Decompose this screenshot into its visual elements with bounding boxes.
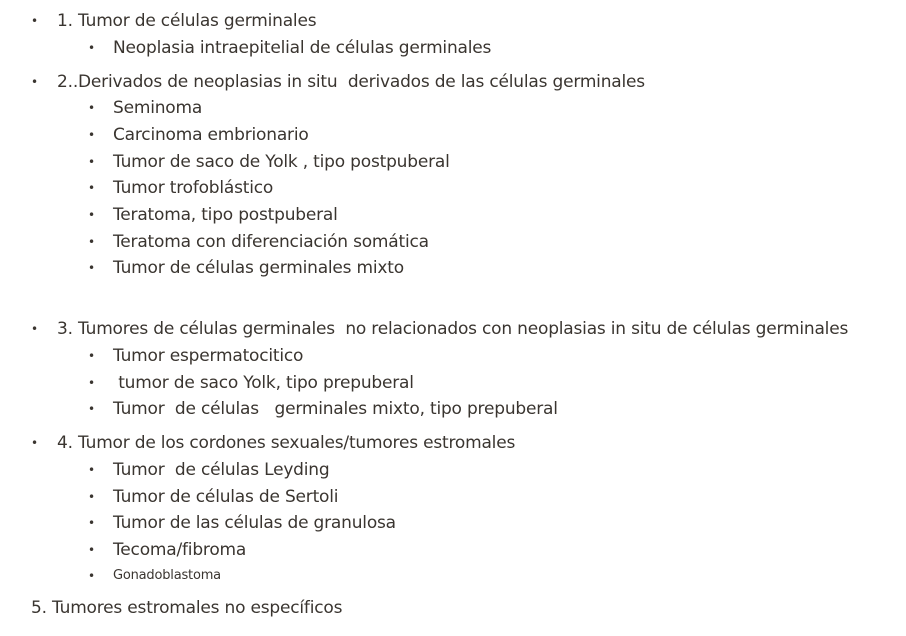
bullet-icon: • — [88, 181, 96, 195]
bullet-icon: • — [88, 516, 96, 530]
bullet-icon: • — [88, 569, 96, 583]
bullet-icon: • — [88, 349, 96, 363]
bullet-icon: • — [31, 436, 39, 450]
bullet-icon: • — [88, 41, 96, 55]
bullet-icon: • — [88, 543, 96, 557]
bullet-icon: • — [31, 322, 39, 336]
bullet-icon: • — [88, 235, 96, 249]
outline-item-level2: Carcinoma embrionario — [113, 125, 309, 145]
bullet-icon: • — [88, 261, 96, 275]
outline-item-level2-small: Gonadoblastoma — [113, 568, 221, 583]
outline-item-level1: 1. Tumor de células germinales — [57, 11, 317, 31]
outline-item-level2: Tumor de células germinales mixto — [113, 258, 404, 278]
bullet-icon: • — [88, 128, 96, 142]
bullet-icon: • — [31, 14, 39, 28]
bullet-icon: • — [88, 101, 96, 115]
bullet-icon: • — [88, 208, 96, 222]
outline-item-level2: Seminoma — [113, 98, 203, 118]
bullet-icon: • — [88, 463, 96, 477]
bullet-icon: • — [88, 376, 96, 390]
outline-item-level2: tumor de saco Yolk, tipo prepuberal — [113, 373, 414, 393]
bullet-icon: • — [88, 155, 96, 169]
outline-item-level1: 2..Derivados de neoplasias in situ derivados de las células germinales — [57, 72, 645, 92]
outline-item-level2: Tumor de saco de Yolk , tipo postpuberal — [113, 152, 450, 172]
outline-item-level2: Teratoma con diferenciación somática — [113, 232, 429, 252]
outline-item-level2: Neoplasia intraepitelial de células germinales — [113, 38, 492, 58]
outline-item-level2: Tumor de las células de granulosa — [113, 513, 396, 533]
bullet-icon: • — [31, 75, 39, 89]
bullet-icon: • — [88, 402, 96, 416]
outline-item-level2: Teratoma, tipo postpuberal — [113, 205, 338, 225]
outline-item-level2: Tumor de células de Sertoli — [113, 487, 339, 507]
outline-item-level2: Tumor de células germinales mixto, tipo prepuberal — [113, 399, 558, 419]
outline-item-level1: 3. Tumores de células germinales no relacionados con neoplasias in situ de células germinales — [57, 319, 849, 339]
outline-item-level2: Tumor espermatocitico — [113, 346, 304, 366]
outline-item-level2: Tumor trofoblástico — [113, 178, 274, 198]
outline-item-level1: 4. Tumor de los cordones sexuales/tumores estromales — [57, 433, 516, 453]
outline-item-level2: Tumor de células Leyding — [113, 460, 330, 480]
outline-item-level0: 5. Tumores estromales no específicos — [31, 598, 343, 618]
outline-item-level2: Tecoma/fibroma — [113, 540, 247, 560]
bullet-icon: • — [88, 490, 96, 504]
